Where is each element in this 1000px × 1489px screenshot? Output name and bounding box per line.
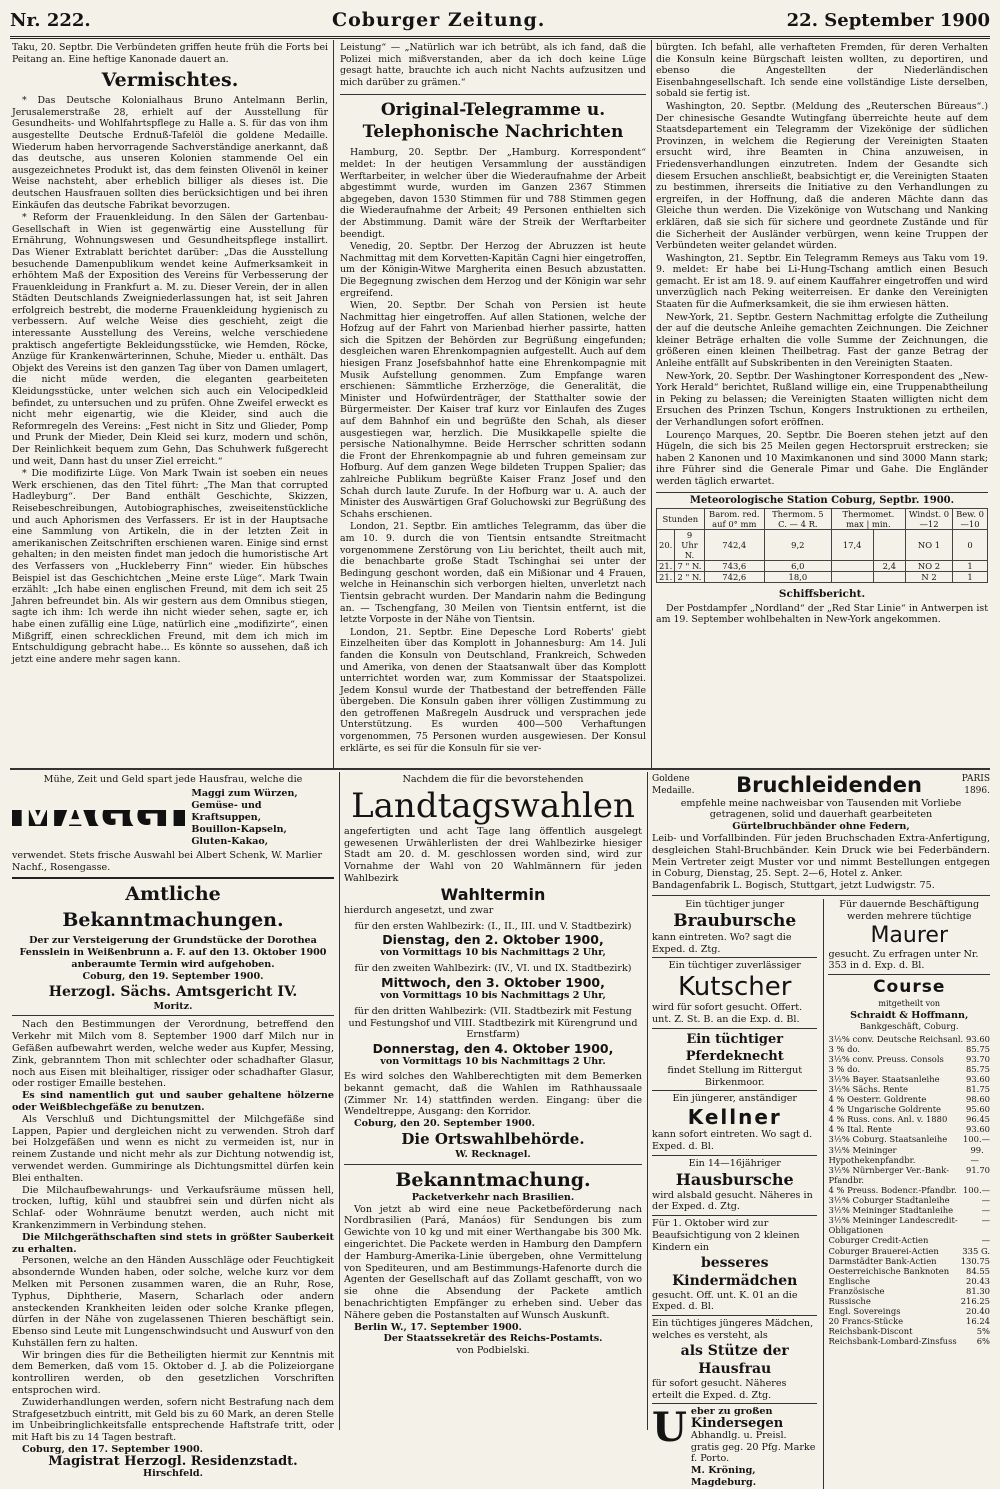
vermischtes-heading: Vermischtes. xyxy=(101,69,239,92)
meteo-cell: 18,0 xyxy=(764,572,831,583)
maggi-dealer: verwendet. Stets frische Auswahl bei Albert Schenk, W. Marlier Nachf., Rosengasse. xyxy=(12,849,323,873)
bezirk-1: für den ersten Wahlbezirk: (I., II., III. und V. Stadtbezirk) xyxy=(354,920,632,932)
course-value: 81.75 xyxy=(966,1084,990,1095)
course-value: 85.75 xyxy=(966,1063,990,1074)
ortswahlbehoerde: Die Ortswahlbehörde. xyxy=(401,1129,585,1148)
course-security: Reichsbank-Discont xyxy=(828,1326,913,1337)
bekanntmachung-sub: Packetverkehr nach Brasilien. xyxy=(411,1191,575,1203)
course-value: 96.45 xyxy=(966,1114,990,1125)
pferdeknecht-title: Ein tüchtiger Pferdeknecht xyxy=(685,1031,784,1064)
column-right xyxy=(656,42,988,764)
course-security: 3½% Meininger Hypothekenpfandbr. xyxy=(828,1144,916,1165)
column-rule xyxy=(333,40,334,768)
milch-para: Zuwiderhandlungen werden, sofern nicht Bestrafung nach dem Strafgesetzbuch eintritt, mit Geld bis zu 60 Mark, an deren Stelle im Unbeibringlichkeitsfalle entsprechende Haftstrafe tritt, oder mit Haft bis zu 14 Tagen bestraft. xyxy=(12,1396,334,1444)
versteigerung-notice: Der zur Versteigerung der Grundstücke der Dorothea Fensslein in Weißenbrunn a. F. auf den 13. Oktober 1900 anberaumte Termin wird aufgehoben. xyxy=(19,935,327,970)
course-row xyxy=(828,1124,990,1134)
course-list xyxy=(828,1034,990,1347)
maggi-intro: Mühe, Zeit und Geld spart jede Hausfrau, welche die xyxy=(43,774,303,785)
meteo-title: Meteorologische Station Coburg, Septbr. 1900. xyxy=(656,492,988,507)
course-row xyxy=(828,1134,990,1144)
ortswahlbehoerde-name: W. Recknagel. xyxy=(455,1148,531,1160)
meteo-cell: 742,6 xyxy=(704,572,764,583)
course-row xyxy=(828,1064,990,1074)
course-value: — xyxy=(981,1215,990,1226)
brau-title: Brauburschе xyxy=(673,910,797,931)
course-value: 16.24 xyxy=(966,1316,990,1327)
course-row xyxy=(828,1316,990,1326)
course-value: 20.40 xyxy=(966,1306,990,1317)
kellner-text: kann sofort eintreten. Wo sagt d. Exped. d. Bl. xyxy=(652,1129,813,1152)
article-continuation: Leistung“ — „Natürlich war ich betrübt, als ich fand, daß die Polizei mich mißverstanden, aber da ich doch keine Lüge gesagt hatte, brauchte ich auch nicht Nachts aufzusitzen und mich darüber zu grämen.“ xyxy=(340,42,646,88)
course-security: 3½% Bayer. Staatsanleihe xyxy=(828,1073,940,1084)
initial-u-icon: U xyxy=(652,1404,687,1452)
meteo-cell: 7 " N. xyxy=(675,561,704,572)
bekanntmachung-sign: Der Staatssekretär des Reichs-Postamts. xyxy=(383,1333,603,1345)
hausbursche-title: Hausbursche xyxy=(675,1169,794,1189)
meteo-head-cell: Stunden xyxy=(657,509,705,530)
meteo-cell xyxy=(873,572,905,583)
course-row xyxy=(828,1054,990,1064)
course-security: Darmstädter Bank-Actien xyxy=(828,1255,937,1266)
meteo-cell: 9,2 xyxy=(764,530,831,561)
meteo-cell xyxy=(873,530,905,561)
landtag-title: Landtagswahlen xyxy=(351,785,635,826)
ads-middle-column xyxy=(344,774,642,1430)
kutscher-intro: Ein tüchtiger zuverlässiger xyxy=(668,960,801,972)
small-ads-column xyxy=(652,899,817,1489)
course-value: 216.25 xyxy=(960,1295,990,1306)
bruch-paris: PARIS 1896. xyxy=(961,774,990,796)
stuetze-text: für sofort gesucht. Näheres erteilt die Exped. d. Ztg. xyxy=(652,1377,787,1401)
course-row xyxy=(828,1306,990,1316)
course-value: 99.— xyxy=(970,1144,984,1165)
column-left xyxy=(12,42,328,764)
amtsgericht-name: Herzogl. Sächs. Amtsgericht IV. xyxy=(48,983,298,1000)
amtliche-heading: Amtliche Bekanntmachungen. xyxy=(62,883,284,932)
meteo-cell: 1 xyxy=(953,561,988,572)
course-column xyxy=(823,899,990,1489)
meteo-cell: 20. xyxy=(657,530,675,561)
milch-date: Coburg, den 17. September 1900. xyxy=(22,1444,203,1456)
termin-3-date: Donnerstag, den 4. Oktober 1900, xyxy=(372,1041,614,1057)
landtag-rest: Es wird solches den Wahlberechtigten mit dem Bemerken bekannt gemacht, daß die Wahlen im Rathhaussaale (Zimmer Nr. 14) stattfinden werden. Eingang: über die Wendeltreppe, Ausgang: den Korridor. xyxy=(344,1070,642,1118)
milch-para: Als Verschluß und Dichtungsmittel der Milchgefäße sind Lappen, Papier und dergleichen nicht zu verwenden. Stroh darf bei Holzgefäßen und wenn es nicht zu vermeiden ist, nur in reinem Zustande und nicht mehr als zur Dichtung notwendig ist, verwendet werden. Gummiringe als Dichtungsmittel dürfen kein Blei enthalten. xyxy=(12,1113,334,1184)
maurer-title: Maurer xyxy=(870,922,949,948)
course-title: Course xyxy=(873,977,946,998)
ads-left-column xyxy=(12,774,334,1479)
kellner-title: Kellner xyxy=(687,1105,782,1130)
versteigerung-date: Coburg, den 19. September 1900. xyxy=(82,970,264,982)
course-firm: Schraidt & Hoffmann, xyxy=(850,1009,969,1021)
course-row xyxy=(828,1215,990,1235)
meteo-row xyxy=(657,572,988,583)
issue-number: Nr. 222. xyxy=(10,9,91,31)
milch-para: Nach den Bestimmungen der Verordnung, betreffend den Verkehr mit Milch vom 8. September 1900 darf Milch nur in Gefäßen aufbewahrt werden, welche weder aus Kupfer, Messing, Zink, gebranntem Thon mit schlechter oder schadhafter Glasur, noch aus Eisen mit bleihaltiger, rissiger oder schadhafter Glasur, oder rostiger Emaille bestehen. xyxy=(12,1019,334,1090)
kindersegen-c: Abhandlg. u. Preisl. gratis geg. 20 Pfg. Marke f. Porto. xyxy=(690,1429,816,1465)
course-security: 4 % Preuss. Bodencr.-Pfandbr. xyxy=(828,1184,957,1195)
course-security: 4 % Ital. Rente xyxy=(828,1124,892,1135)
kinder-title: besseres Kindermädchen xyxy=(672,1254,798,1289)
kindersegen-a: eber zu großen xyxy=(690,1406,773,1418)
wahltermin-sub: hierdurch angesetzt, und zwar xyxy=(344,904,494,916)
course-row xyxy=(828,1246,990,1256)
maggi-product: Bouillon-Kapseln, xyxy=(191,823,287,835)
article-mark-twain: * Die modifizirte Lüge. Von Mark Twain ist soeben ein neues Werk erschienen, das den Titel führt: „The Man that corrupted Hadleyburg“. Der Band enthält Geschichte, Skizzen, Reisebeschreibungen, Autobiographisches, zweiseitenstückliche und auch Aphorismen des Verfassers. Er ist in der Hauptsache eine Sammlung von Artikeln, die in der letzten Zeit in amerikanischen Zeitschriften erschienen waren. Einige sind ernst gehalten; in den meisten findet man jedoch die humoristische Art des Verfassers von „Huckleberry Finn“ wieder. Ein hübsches Beispiel ist das Geschichtchen „Meine erste Lüge“. Mark Twain erzählt: „Ich habe einen englischen Freund, mit dem ich seit 25 Jahren befreundet bin. Als wir gestern aus dem Omnibus stiegen, sagte ich ihm: Ich werde ihn nicht wieder sehen, sagte er, ich habe einen zufällig eine Lüge, natürlich eine „modifizirte“, einen Mißgriff, einen schrecklichen Freund, mit dem ich mich im Entschuldigung gebracht habe... Es könnte so aussehen, daß ich jetzt eine andere mehr sagen kann. xyxy=(12,468,328,665)
course-value: — xyxy=(981,1205,990,1216)
meteo-cell: 9 Uhr N. xyxy=(675,530,704,561)
course-value: — xyxy=(981,1195,990,1206)
column-rule xyxy=(339,772,340,1430)
kinder-intro: Für 1. Oktober wird zur Beaufsichtigung von 2 kleinen Kindern ein xyxy=(652,1218,800,1253)
column-rule xyxy=(647,772,648,1430)
wahltermin-title: Wahltermin xyxy=(440,884,546,904)
termin-2-date: Mittwoch, den 3. Oktober 1900, xyxy=(381,974,605,990)
magistrat-sign: Magistrat Herzogl. Residenzstadt. xyxy=(48,1453,298,1469)
milch-notice xyxy=(12,1019,334,1444)
meteo-cell: 743,6 xyxy=(704,561,764,572)
meteo-cell: NO 2 xyxy=(905,561,952,572)
telegram-london-1: London, 21. Septbr. Ein amtliches Telegramm, das über die am 10. 9. durch die von Tientsin entsandte Streitmacht vorgenommene Zerstörung von Liu berichtet, theilt auch mit, die benachbarte große Stadt Tschinghai sei unter der Bedingung geschont worden, daß ein Mißionar und 4 Frauen, welche in Heinanschin sich verborgen hielten, unverletzt nach Tientsin gebracht wurden. Der Mandarin nahm die Bedingung an. — Tschengfang, 30 Meilen von Tientsin entfernt, ist die letzte Vorposte in der Nähe von Tientsin. xyxy=(340,521,646,626)
ads-right-column xyxy=(652,772,990,1489)
bruch-text: empfehle meine nachweisbar von Tausenden mit Vorliebe getragenen, solid und dauerhaft gearbeiteten xyxy=(680,797,962,821)
course-value: 100.— xyxy=(962,1184,990,1195)
course-value: — xyxy=(981,1235,990,1246)
pferdeknecht-text: findet Stellung im Rittergut Birkenmoor. xyxy=(667,1064,803,1088)
course-row xyxy=(828,1195,990,1205)
bruch-header xyxy=(652,774,990,798)
course-value: 91.70 xyxy=(966,1164,990,1175)
course-security: Reichsbank-Lombard-Zinsfuss xyxy=(828,1336,957,1347)
hausbursche-text: wird alsbald gesucht. Näheres in der Exped. d. Ztg. xyxy=(652,1189,813,1213)
course-row xyxy=(828,1235,990,1245)
brau-text: kann eintreten. Wo? sagt die Exped. d. Ztg. xyxy=(652,931,792,955)
meteo-head-cell: Bew. 0—10 xyxy=(953,509,988,530)
telegram-newyork-1: New-York, 21. Septbr. Gestern Nachmittag erfolgte die Zutheilung der auf die deutsche Anleihe gemachten Zeichnungen. Die Zeichner kleiner Beträge erhalten die volle Summe der Zeichnungen, die größeren einen kleinen Theilbetrag. Fast der ganze Betrag der Anleihe entfällt auf Subskribenten in den Vereinigten Staaten. xyxy=(656,311,988,370)
meteo-head-cell: Windst. 0—12 xyxy=(905,509,952,530)
masthead xyxy=(10,4,990,39)
course-value: 93.60 xyxy=(966,1073,990,1084)
milch-para: Die Milchaufbewahrungs- und Verkaufsräume müssen hell, trocken, luftig, kühl und staubfrei sein und dürfen nicht als Schlaf- oder Wohnräume benutzt werden, auch nicht mit Krankenzimmern in Verbindung stehen. xyxy=(12,1184,334,1231)
course-security: 3½% Meininger Stadtanleihe xyxy=(828,1205,954,1216)
course-row xyxy=(828,1286,990,1296)
milch-para: Personen, welche an den Händen Ausschläge oder Feuchtigkeit absondernde Wunden haben, oder solche, welche kurz vor dem Melken mit Personen zusammen waren, die an Ruhr, Rose, Typhus, Diphtherie, Masern, Scharlach oder andern ansteckenden Krankheiten leiden oder solche Kranke pflegen, dürfen in der Nähe von zugelassenen Thieren beschäftigt sein. Ebenso sind Leute mit Lungenschwindsucht und Auswurf von den Kuhställen fern zu halten. xyxy=(12,1255,334,1349)
meteo-cell: 2,4 xyxy=(873,561,905,572)
course-security: Oesterreichische Banknoten xyxy=(828,1265,950,1276)
course-row xyxy=(828,1104,990,1114)
meteo-cell: 0 xyxy=(953,530,988,561)
course-security: Russische xyxy=(828,1295,871,1306)
meteo-cell: 2 " N. xyxy=(675,572,704,583)
meteo-cell: 17,4 xyxy=(831,530,873,561)
telegram-london-2: London, 21. Septbr. Eine Depesche Lord Roberts' giebt Einzelheiten über das Komplott in Johannesburg: Am 14. Juli fanden die Konsuln von Deutschland, Frankreich, Schweden und Amerika, von denen der Staatsanwalt über das Komplott unterrichtet worden war, zum Kommissar der Staatspolizei. Jedem Konsul wurde der Thatbestand der betreffenden Fälle übergeben. Die Konsuln gaben ihrer völligen Zustimmung zu den getroffenen Maßregeln Ausdruck und versprachen jede Unterstützung. Es wurden 400—500 Verhaftungen vorgenommen, 75 Personen wurden ausgewiesen. Der Konsul erklärte, es sei für die Konsuln für sie ver- xyxy=(340,626,646,754)
meteo-cell: NO 1 xyxy=(905,530,952,561)
meteo-cell: 1 xyxy=(953,572,988,583)
course-security: 3 % do. xyxy=(828,1063,860,1074)
course-security: 3½% conv. Preuss. Consols xyxy=(828,1053,944,1064)
course-row xyxy=(828,1266,990,1276)
course-row xyxy=(828,1074,990,1084)
meteo-header-row xyxy=(657,509,988,530)
maggi-product: Gluten-Kakao, xyxy=(191,835,269,847)
course-value: 95.60 xyxy=(966,1104,990,1115)
course-value: 5% xyxy=(976,1326,990,1337)
telegram-taku: Taku, 20. Septbr. Die Verbündeten griffen heute früh die Forts bei Peitang an. Eine heftige Kanonade dauert an. xyxy=(12,42,328,65)
meteo-cell xyxy=(831,572,873,583)
maggi-product: Maggi zum Würzen, xyxy=(191,787,298,799)
bruch-medal: Goldene Medaille. xyxy=(652,774,695,796)
meteo-table xyxy=(656,508,988,583)
kindersegen-d: M. Kröning, Magdeburg. xyxy=(690,1465,757,1489)
course-row xyxy=(828,1276,990,1286)
bekanntmachung-date: Berlin W., 17. September 1900. xyxy=(354,1321,522,1333)
termin-1-time: von Vormittags 10 bis Nachmittags 2 Uhr, xyxy=(380,947,606,959)
article-kolonialhaus: * Das Deutsche Kolonialhaus Bruno Antelmann Berlin, Jerusalemerstraße 28, erhielt auf der Ausstellung für Gesundheits- und Wohlfahrtspflege zu Halle a. S. für das von ihm ausgestellte Deutsche Erdnuß-Tafelöl die goldene Medaille. Wiederum haben hervorragende Sachverständige anerkannt, daß das deutsche, aus unseren Kolonien stammende Oel ein ausgezeichnetes Produkt ist, das dem feinsten Olivenöl in keiner Weise nachsteht, aber erheblich billiger als dieses ist. Die deutschen Hausfrauen sollten dies berücksichtigen und bei ihren Einkäufen das deutsche Fabrikat bevorzugen. xyxy=(12,95,328,211)
course-security: 20 Francs-Stücke xyxy=(828,1316,904,1327)
course-security: 3½% conv. Deutsche Reichsanl. xyxy=(828,1033,964,1044)
telegram-venedig: Venedig, 20. Septbr. Der Herzog der Abruzzen ist heute Nachmittag mit dem Korvetten-Kapitän Cagni hier eingetroffen, um der Königin-Witwe Margherita einen Besuch abzustatten. Die Begegnung zwischen dem Herzog und der Königin war sehr ergreifend. xyxy=(340,241,646,299)
course-security: 3 % do. xyxy=(828,1043,860,1054)
brau-intro: Ein tüchtiger junger xyxy=(685,898,785,910)
meteo-cell: 21. xyxy=(657,561,675,572)
course-row xyxy=(828,1165,990,1185)
issue-date: 22. September 1900 xyxy=(786,9,990,31)
termin-3-time: von Vormittags 10 bis Nachmittags 2 Uhr. xyxy=(380,1056,606,1068)
meteo-head-cell: Thermomet. max | min. xyxy=(831,509,905,530)
telegram-lourenco: Lourenço Marques, 20. Septbr. Die Boeren stehen jetzt auf den Hügeln, die sich bis 25 Meilen gegen Hectorspruit erstrecken; sie haben 2 Kanonen und 10 Maximkanonen und sind 3000 Mann stark; ihre Führer sind die Generale Pimar und Gahe. Die Engländer werden täglich erwartet. xyxy=(656,429,988,487)
course-security: Französische xyxy=(828,1285,885,1296)
section-rule xyxy=(10,768,990,770)
kellner-intro: Ein jüngerer, anständiger xyxy=(672,1093,797,1105)
landtag-intro: Nachdem die für die bevorstehenden xyxy=(402,774,584,785)
milch-para: Wir bringen dies für die Betheiligten hiermit zur Kenntnis mit dem Bemerken, daß vom 15. Oktober d. J. ab die Polizeiorgane kontrolliren werden, ob den gesetzlichen Vorschriften entsprochen wird. xyxy=(12,1349,334,1397)
course-row xyxy=(828,1185,990,1195)
course-value: 93.60 xyxy=(966,1033,990,1044)
bruch-firm: Bandagenfabrik L. Bogisch, Stuttgart, jetzt Ludwigstr. 75. xyxy=(652,880,935,892)
article-frauenkleidung: * Reform der Frauenkleidung. In den Sälen der Gartenbau-Gesellschaft in Wien ist gegenwärtig eine Ausstellung für Ernährung, Wohnungswesen und Gesundheitspflege installirt. Das Wiener Extrablatt berichtet darüber: „Das die Ausstellung besuchende Damenpublikum wendet keine Aufmerksamkeit in erhöhtem Maß der Exposition des Vereins für Verbesserung der Frauenkleidung in Frankfurt a. M. zu. Dieser Verein, der in allen Städten Deutschlands Zweigniederlassungen hat, ist seit Jahren erfolgreich bestrebt, die moderne Frauenkleidung hygienisch zu verbessern. Auf welche Weise dies geschieht, zeigt die interessante Ausstellung des Vereins, welche verschiedene praktisch angefertigte Bekleidungsstücke, wie Hemden, Röcke, Anzüge für Krankenwärterinnen, Schuhe, Mieder u. enthält. Das Objekt des Vereins ist den ganzen Tag über von Damen umlagert, die nicht müde werden, die eleganten gearbeiteten Kleidungsstücke, unter welchen sich auch ein Velocipedkleid befindet, zu untersuchen und zu prüfen. Ohne Zweifel erweckt es nicht mehr eigenartig, wie die Kleider, sind auch die Reformregeln des Vereins: „Fest nicht in Sitz und Glieder, Pomp und Prunk der Mieder, Dein Kleid sei kurz, modern und schön, Der Reinlichkeit bequem zum Gehn, Das Schuhwerk fußgerecht und weit, Dann hast du unser Ziel erreicht.“ xyxy=(12,212,328,467)
stuetze-title: als Stütze der Hausfrau xyxy=(680,1342,789,1377)
column-middle xyxy=(340,42,646,764)
course-security: 3½% Meininger Landescredit-Obligationen xyxy=(828,1215,958,1236)
bekanntmachung-name: von Podbielski. xyxy=(456,1345,530,1357)
course-row xyxy=(828,1336,990,1346)
course-security: 3½% Coburg. Staatsanleihe xyxy=(828,1134,948,1145)
course-value: 93.70 xyxy=(966,1053,990,1064)
course-security: 4 % Ungarische Goldrente xyxy=(828,1104,942,1115)
stuetze-intro: Ein tüchtiges jüngeres Mädchen, welches es versteht, als xyxy=(652,1318,814,1341)
kutscher-title: Kutscher xyxy=(678,972,792,1003)
course-row xyxy=(828,1084,990,1094)
course-value: 93.60 xyxy=(966,1124,990,1135)
schiffsbericht-text: Der Postdampfer „Nordland“ der „Red Star Linie“ in Antwerpen ist am 19. September wohlbehalten in New-York angekommen. xyxy=(656,602,988,626)
course-security: Engl. Sovereings xyxy=(828,1306,901,1317)
bezirk-2: für den zweiten Wahlbezirk: (IV., VI. und IX. Stadtbezirk) xyxy=(354,963,632,975)
termin-2-time: von Vormittags 10 bis Nachmittags 2 Uhr, xyxy=(380,989,606,1001)
newspaper-title: Coburger Zeitung. xyxy=(331,9,546,31)
meteo-cell: N 2 xyxy=(905,572,952,583)
course-security: 3½% Nürnberger Ver.-Bank-Pfandbr. xyxy=(828,1164,950,1185)
course-row xyxy=(828,1044,990,1054)
course-row xyxy=(828,1034,990,1044)
bekanntmachung-title: Bekanntmachung. xyxy=(395,1168,591,1191)
course-value: 130.75 xyxy=(960,1255,990,1266)
telegram-washington-2: Washington, 21. Septbr. Ein Telegramm Remeys aus Taku vom 19. 9. meldet: Er habe bei Li-Hung-Tschang amtlich einen Besuch gemacht. Er ist am 18. 9. auf einem Kauffahrer eingetroffen und wird unverzüglich nach Peking weiterreisen. Er danke den Vereinigten Staaten für die Aufmerksamkeit, die sie ihm erwiesen hätten. xyxy=(656,252,988,311)
meteo-cell xyxy=(831,561,873,572)
telegram-heading: Original-Telegramme u. Telephonische Nachrichten xyxy=(340,94,646,143)
ads-right-split xyxy=(652,899,990,1489)
telegram-newyork-2: New-York, 20. Septbr. Der Washingtoner Korrespondent des „New-York Herald“ berichtet, Rußland willige ein, eine Truppenabtheilung in Peking zu belassen; die Vereinigten Staaten willigten nicht dem Ersuchen des Prinzen Tschun, Kongers Instruktionen zu ertheilen, der Verhandlungen sofort eröffnen. xyxy=(656,370,988,428)
course-security: Coburger Credit-Actien xyxy=(828,1235,929,1246)
telegram-hamburg: Hamburg, 20. Septbr. Der „Hamburg. Korrespondent“ meldet: In der heutigen Versammlung der ausständigen Werftarbeiter, in welcher über die Wiederaufnahme der Arbeit abgestimmt wurde, wurden im Ganzen 2367 Stimmen abgegeben, davon 1530 Stimmen für und 788 Stimmen gegen die Wiederaufnahme der Arbeit; 49 Personen enthielten sich der Abstimmung. Damit wäre der Streik der Werftarbeiter beendigt. xyxy=(340,147,646,240)
article-continuation-right: bürgten. Ich befahl, alle verhafteten Fremden, für deren Verhalten die Konsuln keine Bürgschaft leisten wollten, zu deportiren, und ebenso die Angestellten der Niederländischen Eisenbahngesellschaft. Ich sende eine vollständige Liste derselben, sobald sie fertig ist. xyxy=(656,42,988,100)
course-security: Coburger Brauerei-Actien xyxy=(828,1245,939,1256)
maurer-text: gesucht. Zu erfragen unter Nr. 353 in d. Exp. d. Bl. xyxy=(828,948,979,972)
maggi-ad xyxy=(12,788,334,848)
kutscher-text: wird für sofort gesucht. Offert. unt. Z. St. B. an die Exp. d. Bl. xyxy=(652,1002,803,1025)
course-firm2: Bankgeschäft, Coburg. xyxy=(859,1021,959,1032)
course-security: 4 % Oesterr. Goldrente xyxy=(828,1094,927,1105)
course-row xyxy=(828,1114,990,1124)
maggi-logo: MAGGI xyxy=(12,810,185,826)
kindersegen-ad xyxy=(652,1406,817,1489)
course-value: 81.30 xyxy=(966,1285,990,1296)
course-value: 6% xyxy=(976,1336,990,1347)
termin-1-date: Dienstag, den 2. Oktober 1900, xyxy=(382,932,604,948)
meteo-head-cell: Barom. red. auf 0° mm xyxy=(704,509,764,530)
telegram-wien: Wien, 20. Septbr. Der Schah von Persien ist heute Nachmittag hier eingetroffen. Auf allen Stationen, welche der Hofzug auf der Fahrt von Marienbad hierher passirte, hatten sich die Spitzen der Behörden zur Begrüßung eingefunden; desgleichen waren Ehrenkompagnien aufgestellt. Auch auf dem hiesigen Franz Josefsbahnhof hatte eine Ehrenkompagnie mit Musik Aufstellung genommen. Zum Empfange waren erschienen: Sämmtliche Erzherzöge, die Generalität, die Minister und Hofwürdenträger, der Statthalter sowie der Bürgermeister. Der Kaiser traf kurz vor Einlaufen des Zuges auf dem Bahnhof ein und begrüßte den Schah, als dieser ausgestiegen war, herzlich. Die Musikkapelle spielte die persische Nationalhymne. Beide Herrscher schritten sodann die Front der Ehrenkompagnie ab und fuhren gemeinsam zur Hofburg. Auf dem ganzen Wege bildeten Truppen Spalier; das zahlreiche Publikum begrüßte Kaiser Franz Josef und den Schah durch laute Zurufe. In der Hofburg war u. A. auch der Minister des Auswärtigen Graf Goluchowski zur Begrüßung des Schahs erschienen. xyxy=(340,300,646,520)
milch-para: Die Milchgeräthschaften sind stets in größter Sauberkeit zu erhalten. xyxy=(12,1231,334,1255)
maggi-product: Gemüse- und Kraftsuppen, xyxy=(191,799,262,823)
magistrat-name: Hirschfeld. xyxy=(143,1467,203,1479)
telegram-washington-1: Washington, 20. Septbr. (Meldung des „Reuterschen Büreaus“.) Der chinesische Gesandte Wutingfang überreichte heute auf dem Staatsdepartement ein Telegramm der Vizekönige der südlichen Provinzen, in welchem die Regierung der Vereinigten Staaten ersucht wird, ihre Beamten in China anzuweisen, in Friedensverhandlungen einzutreten. Indem der Gesandte sich diesem Ersuchen anschließt, beabsichtigt er, die Vereinigten Staaten zu bestimmen, ihrerseits die Initiative zu den Verhandlungen zu ergreifen, in der Hoffnung, daß die anderen Mächte dann das Gleiche thun werden. Die Vizekönige von Wutschang und Nanking erklären, daß sie sich für sichere und geordnete Zustände und für die Sicherheit der Ausländer verbürgen, wenn keine Truppen der Verbündeten weiter gelandet würden. xyxy=(656,100,988,252)
course-value: 85.75 xyxy=(966,1043,990,1054)
meteo-cell: 742,4 xyxy=(704,530,764,561)
meteo-cell: 6,0 xyxy=(764,561,831,572)
landtag-date: Coburg, den 20. September 1900. xyxy=(354,1118,535,1130)
course-row xyxy=(828,1256,990,1266)
meteo-head-cell: Thermom. 5 C. — 4 R. xyxy=(764,509,831,530)
course-value: 98.60 xyxy=(966,1094,990,1105)
meteo-row xyxy=(657,561,988,572)
schiffsbericht-title: Schiffsbericht. xyxy=(778,588,866,601)
landtag-text: angefertigten und acht Tage lang öffentlich ausgelegt gewesenen Urwählerlisten der drei Wahlbezirke hiesiger Stadt am 20. d. M. geschlossen worden sind, wird zur Vornahme der Wahl von 20 Wahlmännern für jeden Wahlbezirk xyxy=(344,825,642,884)
maurer-intro: Für dauernde Beschäftigung werden mehrere tüchtige xyxy=(839,898,980,922)
bruch-title: Bruchleidenden xyxy=(736,772,922,797)
course-security: Englische xyxy=(828,1275,871,1286)
course-security: 3½% Coburger Stadtanleihe xyxy=(828,1195,950,1206)
bruch-item: Gürtelbruchbänder ohne Federn, xyxy=(732,821,910,833)
course-value: 100.— xyxy=(962,1134,990,1145)
column-rule xyxy=(651,40,652,768)
course-security: 4 % Russ. cons. Anl. v. 1880 xyxy=(828,1114,948,1125)
maggi-products xyxy=(191,788,334,848)
hausbursche-intro: Ein 14—16jähriger xyxy=(688,1157,781,1169)
course-row xyxy=(828,1094,990,1104)
course-security: 3½% Sächs. Rente xyxy=(828,1084,908,1095)
course-row xyxy=(828,1326,990,1336)
bezirk-3: für den dritten Wahlbezirk: (VII. Stadtbezirk mit Festung und Festungshof und VIII. Stadtbezirk mit Kürengrund und Ernstfarm) xyxy=(348,1005,638,1041)
kindersegen-b: Kindersegen xyxy=(690,1416,784,1432)
course-row xyxy=(828,1296,990,1306)
course-value: 20.43 xyxy=(966,1275,990,1286)
course-row xyxy=(828,1145,990,1165)
bekanntmachung-text: Von jetzt ab wird eine neue Packetbeförderung nach Nordbrasilien (Pará, Manáos) für Sendungen bis zum Gewichte von 10 kg und mit einer Werthangabe bis 300 Mk. eingerichtet. Die Packete werden in Hamburg den Dampfern der Hamburg-Amerika-Linie übergeben, ohne Vermittelung von Spediteuren, und am Bestimmungs-Hafenorte durch die Agenten der Gesellschaft auf das Zollamt geschafft, von wo sie ohne die Absendung der Packete amtlich benachrichtigten Empfänger zu erheben sind. Ueber das Nähere geben die Postanstalten auf Wunsch Auskunft. xyxy=(344,1203,642,1321)
milch-para: Es sind namentlich gut und sauber gehaltene hölzerne oder Weißblechgefäße zu benutzen. xyxy=(12,1090,334,1113)
kinder-text: gesucht. Off. unt. K. 01 an die Exped. d. Bl. xyxy=(652,1289,798,1313)
amtsgericht-sign: Moritz. xyxy=(153,1000,193,1012)
meteo-row xyxy=(657,530,988,561)
bruch-text2: Leib- und Vorfallbinden. Für jeden Bruchschaden Extra-Anfertigung, desgleichen Stahl-Bruchbänder. Kein Druck wie bei Federbändern. Mein Vertreter zeigt Muster vor und nimmt Bestellungen entgegen in Coburg, Dienstag, 25. Sept. 2—6, Hotel z. Anker. xyxy=(652,832,990,880)
meteo-cell: 21. xyxy=(657,572,675,583)
course-row xyxy=(828,1205,990,1215)
course-value: 84.55 xyxy=(966,1265,990,1276)
course-sub: mitgetheilt von xyxy=(878,999,941,1009)
course-value: 335 G. xyxy=(962,1245,990,1256)
